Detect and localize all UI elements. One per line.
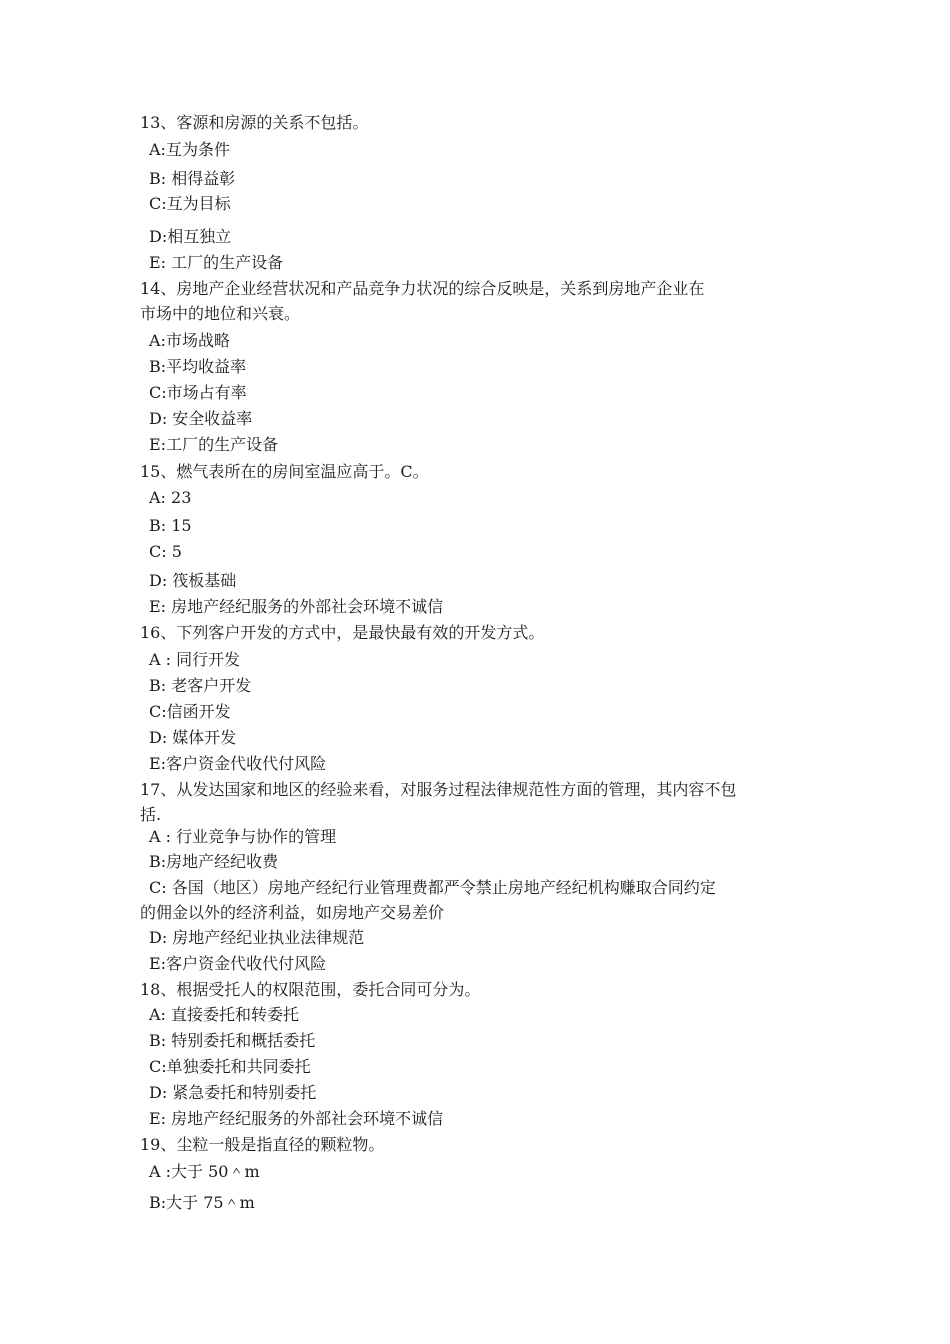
question-15-option-c: C: 5: [149, 542, 182, 561]
question-17-option-d: D: 房地产经纪业执业法律规范: [149, 928, 365, 947]
question-17-option-c-continued: 的佣金以外的经济利益，如房地产交易差价: [140, 903, 445, 922]
question-16-option-a: A : 同行开发: [149, 650, 241, 669]
question-15-option-d: D: 筏板基础: [149, 571, 237, 590]
question-19-option-b: B:大于 75＾m: [149, 1193, 255, 1212]
question-14-option-a: A:市场战略: [149, 331, 230, 350]
question-19-option-a: A :大于 50＾m: [149, 1162, 260, 1181]
question-17-stem-continued: 括.: [140, 805, 162, 824]
question-13-stem: 13、客源和房源的关系不包括。: [140, 113, 369, 132]
question-14-stem-continued: 市场中的地位和兴衰。: [140, 304, 301, 323]
question-13-option-b: B: 相得益彰: [149, 169, 236, 188]
question-15-option-e: E: 房地产经纪服务的外部社会环境不诚信: [149, 597, 444, 616]
question-16-stem: 16、下列客户开发的方式中，是最快最有效的开发方式。: [140, 623, 545, 642]
question-18-option-d: D: 紧急委托和特别委托: [149, 1083, 317, 1102]
question-17-option-b: B:房地产经纪收费: [149, 852, 279, 871]
question-14-option-b: B:平均收益率: [149, 357, 247, 376]
question-16-option-c: C:信函开发: [149, 702, 231, 721]
question-13-option-d: D:相互独立: [149, 227, 232, 246]
question-16-option-e: E:客户资金代收代付风险: [149, 754, 327, 773]
question-17-stem: 17、从发达国家和地区的经验来看，对服务过程法律规范性方面的管理，其内容不包: [140, 780, 737, 799]
question-17-option-c: C: 各国（地区）房地产经纪行业管理费都严令禁止房地产经纪机构赚取合同约定: [149, 878, 716, 897]
question-18-option-c: C:单独委托和共同委托: [149, 1057, 311, 1076]
question-17-option-a: A : 行业竞争与协作的管理: [149, 827, 337, 846]
question-14-option-d: D: 安全收益率: [149, 409, 253, 428]
question-16-option-d: D: 媒体开发: [149, 728, 237, 747]
question-17-option-e: E:客户资金代收代付风险: [149, 954, 327, 973]
question-14-stem: 14、房地产企业经营状况和产品竞争力状况的综合反映是，关系到房地产企业在: [140, 279, 705, 298]
question-14-option-e: E:工厂的生产设备: [149, 435, 279, 454]
question-13-option-e: E: 工厂的生产设备: [149, 253, 284, 272]
question-19-stem: 19、尘粒一般是指直径的颗粒物。: [140, 1135, 385, 1154]
question-13-option-a: A:互为条件: [149, 140, 230, 159]
question-16-option-b: B: 老客户开发: [149, 676, 252, 695]
question-18-option-e: E: 房地产经纪服务的外部社会环境不诚信: [149, 1109, 444, 1128]
question-13-option-c: C:互为目标: [149, 194, 231, 213]
question-15-option-a: A: 23: [149, 488, 192, 507]
question-18-option-b: B: 特别委托和概括委托: [149, 1031, 316, 1050]
question-15-stem: 15、燃气表所在的房间室温应高于。C。: [140, 462, 429, 481]
question-18-option-a: A: 直接委托和转委托: [149, 1005, 300, 1024]
question-18-stem: 18、根据受托人的权限范围，委托合同可分为。: [140, 980, 481, 999]
question-15-option-b: B: 15: [149, 516, 192, 535]
question-14-option-c: C:市场占有率: [149, 383, 247, 402]
